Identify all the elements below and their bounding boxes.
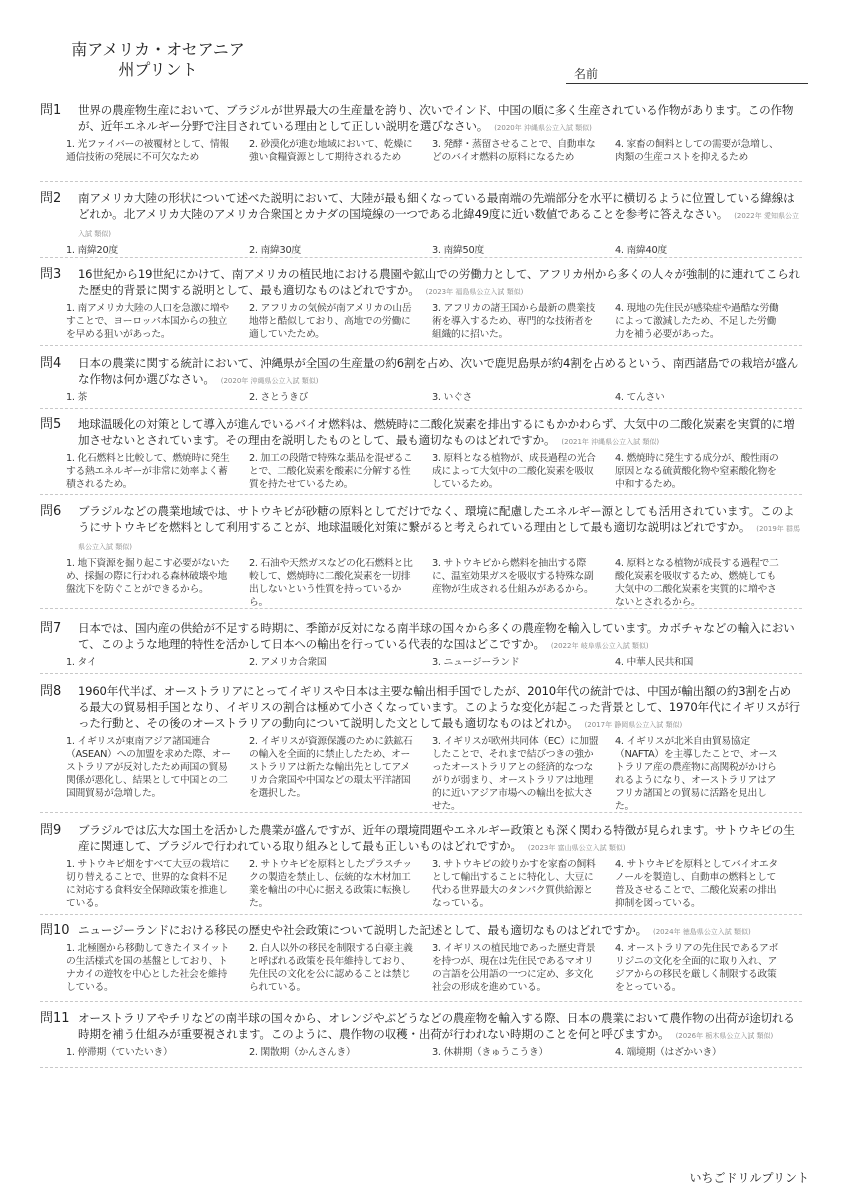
question-text: 16世紀から19世紀にかけて、南アメリカの植民地における農園や鉱山での労働力として、アフリカ州から多くの人々が強制的に連れてこられた歴史的背景に関する説明として、最も適切なものはどれですか。 (2023年 福島県公立入試 類似) xyxy=(78,267,800,297)
choice-3[interactable]: 3. サトウキビから燃料を抽出する際に、温室効果ガスを吸収する特殊な副産物が生成される仕組みがあるから。 xyxy=(432,558,594,595)
question-4 xyxy=(40,355,802,409)
choice-4[interactable]: 4. 現地の先住民が感染症や過酷な労働によって激減したため、不足した労働力を補う必要があった。 xyxy=(615,303,779,340)
choice-2[interactable]: 2. 南緯30度 xyxy=(249,245,301,256)
question-number: 問7 xyxy=(40,621,62,636)
question-text: 1960年代半ば、オーストラリアにとってイギリスや日本は主要な輸出相手国でしたが、2010年代の統計では、中国が輸出額の約3割を占める最大の貿易相手国となり、イギリスの割合は極めて小さくなっています。このような変化が起こった背景として、1970年代にイギリスが行った行動と、その後のオーストラリアの動向について説明した文として最も適切なものはどれか。 (2017年 静岡県公立入試 類似) xyxy=(78,684,800,730)
question-text: 日本の農業に関する統計において、沖縄県が全国の生産量の約6割を占め、次いで鹿児島県が約4割を占めるという、南西諸島での栽培が盛んな作物は何か選びなさい。 (2020年 沖縄県公立入試 類似) xyxy=(78,356,799,386)
choice-1[interactable]: 1. 南アメリカ大陸の人口を急激に増やすことで、ヨーロッパ本国からの独立を早める狙いがあった。 xyxy=(66,303,229,340)
question-2 xyxy=(40,190,802,258)
question-text: 南アメリカ大陸の形状について述べた説明において、大陸が最も細くなっている最南端の先端部分を水平に横切るように位置している緯線はどれか。北アメリカ大陸のアメリカ合衆国とカナダの国境線の一つである北緯49度に近い数値であることを参考に答えなさい。 (2022年 愛知県公立入試 類似) xyxy=(78,191,799,238)
choice-list xyxy=(66,244,802,257)
choice-list xyxy=(66,138,802,164)
question-text: ブラジルでは広大な国土を活かした農業が盛んですが、近年の環境問題やエネルギー政策とも深く関わる特徴が見られます。サトウキビの生産に関連して、ブラジルで行われている取り組みとして最も正しいものはどれですか。 (2023年 富山県公立入試 類似) xyxy=(78,823,795,853)
choice-2[interactable]: 2. アメリカ合衆国 xyxy=(249,657,327,668)
choice-list xyxy=(66,1046,802,1059)
question-number: 問9 xyxy=(40,823,62,838)
choice-2[interactable]: 2. 石油や天然ガスなどの化石燃料と比較して、燃焼時に二酸化炭素を一切排出しないという性質を持っているから。 xyxy=(249,558,413,608)
question-source: (2019年 群馬県公立入試 類似) xyxy=(78,525,801,551)
question-text: ブラジルなどの農業地域では、サトウキビが砂糖の原料としてだけでなく、環境に配慮したエネルギー源としても活用されています。このようにサトウキビを燃料として利用することが、地球温暖化対策に繋がると考えられている理由として最も適切な説明はどれですか。 (2019年 群馬県公立入試 類似) xyxy=(78,504,801,551)
question-text: 日本では、国内産の供給が不足する時期に、季節が反対になる南半球の国々から多くの農産物を輸入しています。カボチャなどの輸入において、このような地理的特性を活かして日本への輸出を行っている代表的な国はどこですか。 (2022年 岐阜県公立入試 類似) xyxy=(78,621,795,651)
question-source: (2026年 栃木県公立入試 類似) xyxy=(675,1032,774,1040)
choice-1[interactable]: 1. 光ファイバーの被覆材として、情報通信技術の発展に不可欠なため xyxy=(66,139,229,163)
choice-2[interactable]: 2. 白人以外の移民を制限する白豪主義と呼ばれる政策を長年維持しており、先住民の文化を公に認めることは禁じられている。 xyxy=(249,943,413,993)
question-number: 問10 xyxy=(40,923,70,938)
choice-1[interactable]: 1. イギリスが東南アジア諸国連合（ASEAN）への加盟を求めた際、オーストラリアが反対したため両国の貿易関係が悪化し、結果として中国との二国間貿易が急増した。 xyxy=(66,736,231,799)
choice-3[interactable]: 3. 発酵・蒸留させることで、自動車などのバイオ燃料の原料になるため xyxy=(432,139,596,163)
choice-4[interactable]: 4. 中華人民共和国 xyxy=(615,657,694,668)
choice-4[interactable]: 4. オーストラリアの先住民であるアボリジニの文化を全面的に取り入れ、アジアからの移民を厳しく制限する政策をとっている。 xyxy=(615,943,779,993)
choice-1[interactable]: 1. サトウキビ畑をすべて大豆の栽培に切り替えることで、世界的な食料不足に対応する食料安全保障政策を推進している。 xyxy=(66,859,230,909)
question-source: (2022年 岐阜県公立入試 類似) xyxy=(550,642,649,650)
choice-4[interactable]: 4. サトウキビを原料としてバイオエタノールを製造し、自動車の燃料として普及させることで、二酸化炭素の排出抑制を図っている。 xyxy=(615,859,778,909)
choice-3[interactable]: 3. 南緯50度 xyxy=(432,245,484,256)
question-7 xyxy=(40,620,802,674)
name-field[interactable] xyxy=(566,62,808,84)
question-number: 問6 xyxy=(40,504,62,519)
choice-4[interactable]: 4. 燃焼時に発生する成分が、酸性雨の原因となる硫黄酸化物や窒素酸化物を中和するため。 xyxy=(615,453,779,490)
question-8 xyxy=(40,683,802,813)
choice-4[interactable]: 4. 端境期（はざかいき） xyxy=(615,1047,722,1058)
choice-list xyxy=(66,557,802,609)
question-source: (2022年 愛知県公立入試 類似) xyxy=(78,212,799,238)
choice-1[interactable]: 1. 南緯20度 xyxy=(66,245,118,256)
question-10 xyxy=(40,922,802,1002)
choice-list xyxy=(66,302,802,341)
choice-2[interactable]: 2. アフリカの気候が南アメリカの山岳地帯と酷似しており、高地での労働に適していたため。 xyxy=(249,303,412,340)
choice-1[interactable]: 1. 停滞期（ていたいき） xyxy=(66,1047,173,1058)
choice-list xyxy=(66,735,802,813)
question-number: 問11 xyxy=(40,1011,70,1026)
question-source: (2017年 静岡県公立入試 類似) xyxy=(584,721,683,729)
question-9 xyxy=(40,822,802,915)
choice-4[interactable]: 4. 南緯40度 xyxy=(615,245,667,256)
question-11 xyxy=(40,1010,802,1068)
choice-list xyxy=(66,942,802,994)
question-source: (2023年 福島県公立入試 類似) xyxy=(425,288,524,296)
question-6 xyxy=(40,503,802,609)
choice-3[interactable]: 3. 休耕期（きゅうこうき） xyxy=(432,1047,549,1058)
choice-1[interactable]: 1. 地下資源を掘り起こす必要がないため、採掘の際に行われる森林破壊や地盤沈下を防ぐことができるから。 xyxy=(66,558,230,595)
question-number: 問3 xyxy=(40,267,62,282)
question-text: 地球温暖化の対策として導入が進んでいるバイオ燃料は、燃焼時に二酸化炭素を排出するにもかかわらず、大気中の二酸化炭素を実質的に増加させないとされています。その理由を説明したものとして、最も適切なものはどれですか。 (2021年 沖縄県公立入試 類似) xyxy=(78,417,795,447)
question-number: 問8 xyxy=(40,684,62,699)
choice-2[interactable]: 2. 加工の段階で特殊な薬品を混ぜることで、二酸化炭素を酸素に分解する性質を持たせているため。 xyxy=(249,453,413,490)
choice-2[interactable]: 2. 砂漠化が進む地域において、乾燥に強い食糧資源として期待されるため xyxy=(249,139,413,163)
question-source: (2024年 徳島県公立入試 類似) xyxy=(653,928,751,936)
choice-3[interactable]: 3. サトウキビの絞りかすを家畜の飼料として輸出することに特化し、大豆に代わる世界最大のタンパク質供給源となっている。 xyxy=(432,859,596,909)
question-text: 世界の農産物生産において、ブラジルが世界最大の生産量を誇り、次いでインド、中国の順に多く生産されている作物があります。この作物が、近年エネルギー分野で注目されている理由として正しい説明を選びなさい。 (2020年 沖縄県公立入試 類似) xyxy=(78,103,794,133)
choice-2[interactable]: 2. イギリスが資源保護のために鉄鉱石の輸入を全面的に禁止したため、オーストラリアは新たな輸出先としてアメリカ合衆国や中国などの環太平洋諸国を選択した。 xyxy=(249,736,413,799)
choice-2[interactable]: 2. サトウキビを原料としたプラスチックの製造を禁止し、伝統的な木材加工業を輸出の中心に据える政策に転換した。 xyxy=(249,859,412,909)
question-number: 問5 xyxy=(40,417,62,432)
choice-2[interactable]: 2. さとうきび xyxy=(249,392,309,403)
choice-1[interactable]: 1. 茶 xyxy=(66,392,88,403)
title-line-1: 南アメリカ・オセアニア xyxy=(71,40,245,59)
question-3 xyxy=(40,266,802,346)
choice-list xyxy=(66,858,802,910)
page-title xyxy=(58,40,258,80)
choice-4[interactable]: 4. イギリスが北米自由貿易協定（NAFTA）を主導したことで、オーストラリア産の農産物に高関税がかけられるようになり、オーストラリアはアフリカ諸国との貿易に活路を見出した。 xyxy=(615,736,778,812)
choice-1[interactable]: 1. 北極圏から移動してきたイヌイットの生活様式を国の基盤としており、トナカイの遊牧を中心とした社会を維持している。 xyxy=(66,943,230,993)
choice-4[interactable]: 4. 原料となる植物が成長する過程で二酸化炭素を吸収するため、燃焼しても大気中の二酸化炭素を実質的に増やさないとされるから。 xyxy=(615,558,779,608)
footer-brand: いちごドリルプリント xyxy=(689,1171,809,1185)
question-text: ニュージーランドにおける移民の歴史や社会政策について説明した記述として、最も適切なものはどれですか。 (2024年 徳島県公立入試 類似) xyxy=(78,923,751,937)
choice-list xyxy=(66,656,802,669)
question-source: (2021年 沖縄県公立入試 類似) xyxy=(561,438,660,446)
question-source: (2023年 富山県公立入試 類似) xyxy=(527,844,626,852)
title-line-2: 州プリント xyxy=(118,60,198,79)
choice-3[interactable]: 3. イギリスが欧州共同体（EC）に加盟したことで、それまで結びつきの強かったオーストラリアとの経済的なつながりが弱まり、オーストラリアは地理的に近いアジア市場への輸出を拡大させた。 xyxy=(432,736,599,812)
choice-3[interactable]: 3. いぐさ xyxy=(432,392,473,403)
choice-list xyxy=(66,452,802,491)
choice-3[interactable]: 3. ニュージーランド xyxy=(432,657,520,668)
question-number: 問1 xyxy=(40,103,62,118)
question-text: オーストラリアやチリなどの南半球の国々から、オレンジやぶどうなどの農産物を輸入する際、日本の農業において農作物の出荷が途切れる時期を補う仕組みが重要視されます。このように、農作物の収穫・出荷が行われない時期のことを何と呼びますか。 (2026年 栃木県公立入試 類似) xyxy=(78,1011,795,1041)
name-label: 名前 xyxy=(574,67,599,81)
question-source: (2020年 沖縄県公立入試 類似) xyxy=(494,124,592,132)
choice-3[interactable]: 3. アフリカの諸王国から最新の農業技術を導入するため、専門的な技術者を組織的に招いた。 xyxy=(432,303,596,340)
choice-4[interactable]: 4. てんさい xyxy=(615,392,665,403)
choice-3[interactable]: 3. 原料となる植物が、成長過程の光合成によって大気中の二酸化炭素を吸収しているため。 xyxy=(432,453,596,490)
choice-1[interactable]: 1. 化石燃料と比較して、燃焼時に発生する熱エネルギーが非常に効率よく蓄積されるため。 xyxy=(66,453,230,490)
question-source: (2020年 沖縄県公立入試 類似) xyxy=(220,377,319,385)
question-number: 問4 xyxy=(40,356,62,371)
choice-3[interactable]: 3. イギリスの植民地であった歴史背景を持つが、現在は先住民であるマオリの言語を公用語の一つに定め、多文化社会の形成を進めている。 xyxy=(432,943,596,993)
question-number: 問2 xyxy=(40,191,62,206)
choice-2[interactable]: 2. 閑散期（かんさんき） xyxy=(249,1047,356,1058)
choice-list xyxy=(66,391,802,404)
choice-4[interactable]: 4. 家畜の飼料としての需要が急増し、肉類の生産コストを抑えるため xyxy=(615,139,779,163)
question-1 xyxy=(40,102,802,182)
question-5 xyxy=(40,416,802,495)
choice-1[interactable]: 1. タイ xyxy=(66,657,97,668)
